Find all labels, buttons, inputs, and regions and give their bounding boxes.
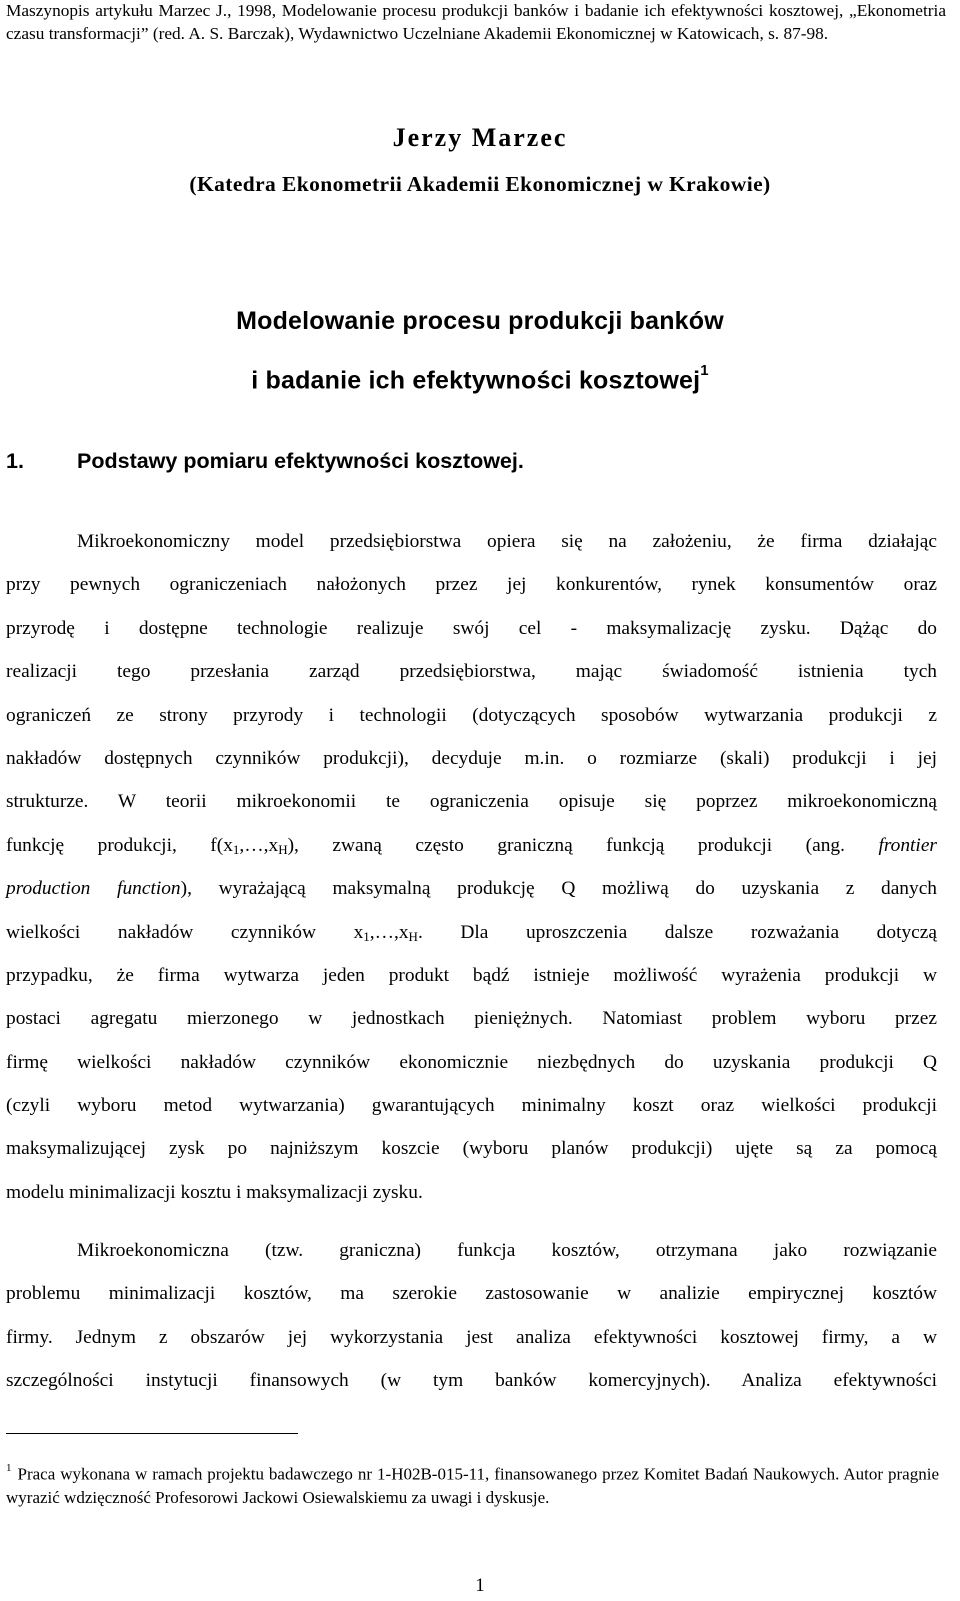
- text-run: . Dla uproszczenia dalsze rozważania dotyczą: [417, 921, 937, 943]
- paragraph-line: problemu minimalizacji kosztów, ma szerokie zastosowanie w analizie empirycznej kosztów: [6, 1283, 937, 1305]
- paragraph-line: przypadku, że firma wytwarza jeden produkt bądź istnieje możliwość wyrażenia produkcji w: [6, 964, 937, 986]
- subscript: H: [278, 841, 288, 857]
- paragraph-line: strukturze. W teorii mikroekonomii te ograniczenia opisuje się poprzez mikroekonomiczną: [6, 791, 937, 813]
- paper-title-line-2: [0, 362, 960, 395]
- subscript: 1: [363, 928, 370, 944]
- footnote-text: Praca wykonana w ramach projektu badawczego nr 1-H02B-015-11, finansowanego przez Komitet Badań Naukowych. Autor pragnie wyrazić wdzięczność Profesorowi Jackowi Osiewalskiemu za uwagi i dyskusje.: [6, 1464, 939, 1507]
- paragraph-line: realizacji tego przesłania zarząd przedsiębiorstwa, mając świadomość istnienia tych: [6, 661, 937, 683]
- paragraph-2: [6, 1229, 937, 1403]
- paragraph-line: nakładów dostępnych czynników produkcji), decyduje m.in. o rozmiarze (skali) produkcji i jej: [6, 747, 937, 769]
- author-affiliation: (Katedra Ekonometrii Akademii Ekonomicznej w Krakowie): [189, 172, 771, 196]
- text-run: ,…,x: [369, 921, 409, 943]
- author-name: Jerzy Marzec: [392, 123, 568, 152]
- subscript: H: [408, 928, 418, 944]
- paragraph-line: [6, 867, 937, 910]
- paper-title-line-1: Modelowanie procesu produkcji banków: [236, 307, 724, 335]
- paper-title-line-2-text: i badanie ich efektywności kosztowej: [251, 366, 701, 395]
- paragraph-line: [6, 911, 937, 954]
- paragraph-line: przyrodę i dostępne technologie realizuje swój cel - maksymalizację zysku. Dążąc do: [6, 617, 937, 639]
- paragraph-line: szczególności instytucji finansowych (w tym banków komercyjnych). Analiza efektywności: [6, 1370, 937, 1392]
- section-heading: [6, 449, 524, 474]
- italic-term: production function: [6, 878, 181, 900]
- italic-term: frontier: [878, 834, 937, 856]
- paragraph-line: (czyli wyboru metod wytwarzania) gwarantujących minimalny koszt oraz wielkości produkcji: [6, 1095, 937, 1117]
- paragraph-line: [6, 824, 937, 867]
- paragraph-1: [6, 520, 937, 1214]
- paragraph-line: firmę wielkości nakładów czynników ekonomicznie niezbędnych do uzyskania produkcji Q: [6, 1051, 937, 1073]
- footnote-mark: 1: [6, 1462, 12, 1474]
- footnote-divider: [6, 1433, 298, 1434]
- paragraph-line: Mikroekonomiczna (tzw. graniczna) funkcja kosztów, otrzymana jako rozwiązanie: [77, 1240, 937, 1261]
- subscript: 1: [232, 841, 240, 857]
- citation-header: Maszynopis artykułu Marzec J., 1998, Modelowanie procesu produkcji banków i badanie ich efektywności kosztowej, „Ekonometria czasu transformacji” (red. A. S. Barczak), Wydawnictwo Uczelniane Akademii Ekonomicznej w Katowicach, s. 87-98.: [6, 1, 946, 43]
- text-run: ,…,x: [239, 834, 279, 856]
- paragraph-line: Mikroekonomiczny model przedsiębiorstwa opiera się na założeniu, że firma działając: [77, 531, 937, 552]
- footnote: [6, 1459, 939, 1509]
- section-number: 1.: [6, 449, 24, 473]
- paragraph-line: firmy. Jednym z obszarów jej wykorzystania jest analiza efektywności kosztowej firmy, a w: [6, 1326, 937, 1348]
- text-run: wielkości nakładów czynników x: [6, 921, 364, 943]
- paragraph-line: przy pewnych ograniczeniach nałożonych przez jej konkurentów, rynek konsumentów oraz: [6, 574, 937, 596]
- paragraph-line: maksymalizującej zysk po najniższym koszcie (wyboru planów produkcji) ujęte są za pomocą: [6, 1138, 937, 1160]
- paragraph-line: modelu minimalizacji kosztu i maksymalizacji zysku.: [6, 1181, 423, 1203]
- title-footnote-mark: 1: [700, 362, 709, 379]
- text-run: ), zwaną często graniczną funkcją produkcji (ang.: [287, 834, 845, 856]
- paragraph-line: postaci agregatu mierzonego w jednostkach pieniężnych. Natomiast problem wyboru przez: [6, 1008, 937, 1030]
- text-run: funkcję produkcji, f(x: [6, 834, 233, 856]
- paragraph-line: ograniczeń ze strony przyrody i technologii (dotyczących sposobów wytwarzania produkcji z: [6, 704, 937, 726]
- section-title: Podstawy pomiaru efektywności kosztowej.: [77, 449, 524, 473]
- text-run: ), wyrażającą maksymalną produkcję Q możliwą do uzyskania z danych: [180, 878, 938, 900]
- page-number: 1: [475, 1575, 485, 1596]
